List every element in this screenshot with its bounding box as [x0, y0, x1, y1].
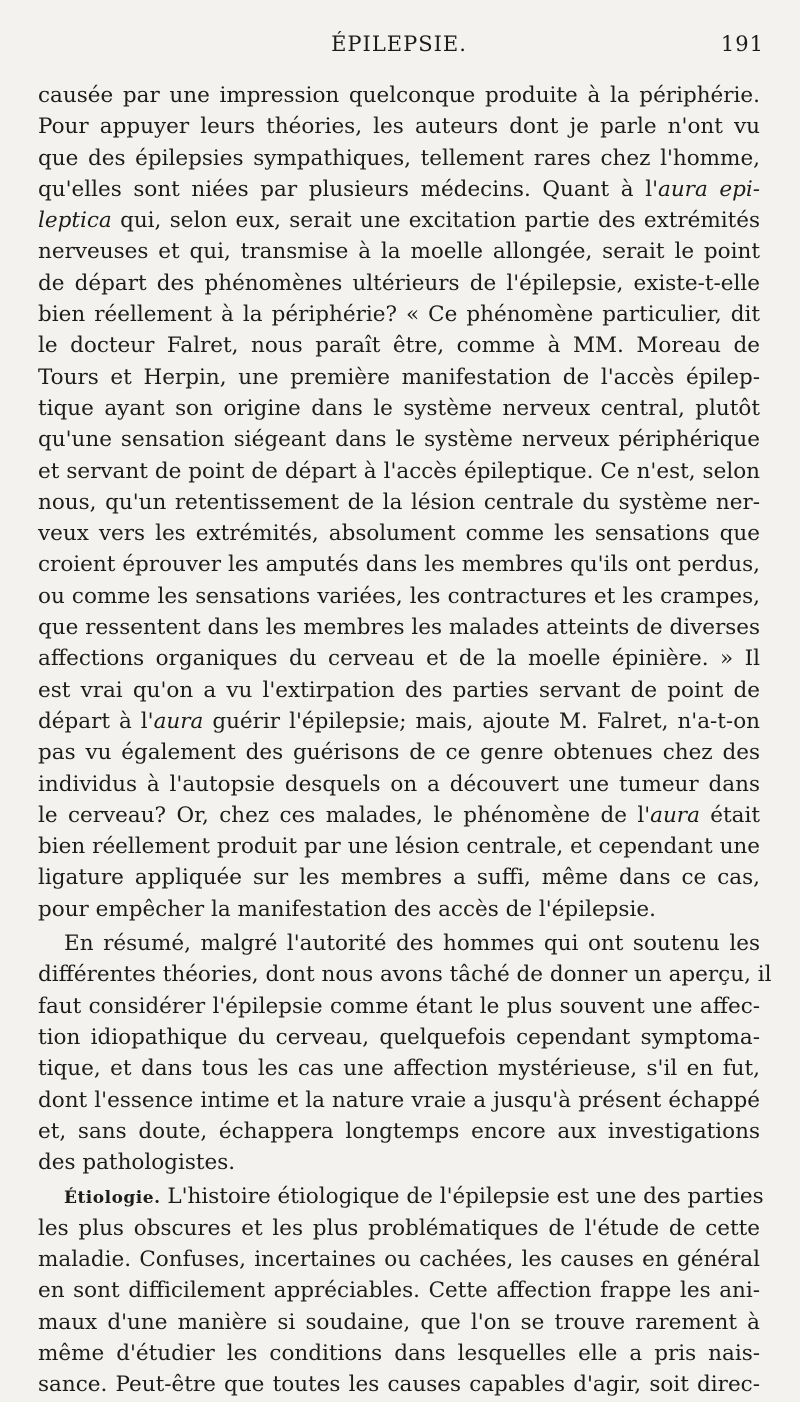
text-line: affections organiques du cerveau et de la moelle épinière. » Il	[38, 646, 760, 672]
text-line: tique, et dans tous les cas une affection mystérieuse, s'il en fut,	[38, 1056, 760, 1082]
text-line: veux vers les extrémités, absolument comme les sensations que	[38, 521, 760, 547]
text-line: maux d'une manière si soudaine, que l'on se trouve rarement à	[38, 1309, 760, 1335]
text-line	[38, 205, 760, 236]
text-line: nerveuses et qui, transmise à la moelle allongée, serait le point	[38, 239, 760, 265]
text-line: croient éprouver les amputés dans les membres qu'ils ont perdus,	[38, 552, 760, 578]
text-line: les plus obscures et les plus problématiques de l'étude de cette	[38, 1215, 760, 1241]
italic-term: aura	[153, 708, 204, 734]
text-line: est vrai qu'on a vu l'extirpation des parties servant de point de	[38, 677, 760, 703]
text-line: En résumé, malgré l'autorité des hommes qui ont soutenu les	[64, 931, 760, 957]
text-line: causée par une impression quelconque produite à la périphérie.	[38, 83, 760, 108]
text-line: nous, qu'un retentissement de la lésion centrale du système ner-	[38, 489, 760, 515]
text-line: le docteur Falret, nous paraît être, comme à MM. Moreau de	[38, 333, 760, 359]
text-line: ligature appliquée sur les membres a suffi, même dans ce cas,	[38, 865, 760, 891]
text-line	[38, 800, 760, 831]
text-fragment: qui, selon eux, serait une excitation partie des extrémités	[111, 208, 760, 234]
text-line: faut considérer l'épilepsie comme étant le plus souvent une affec-	[38, 993, 760, 1019]
text-line: même d'étudier les conditions dans lesquelles elle a pris nais-	[38, 1340, 760, 1366]
body-text	[38, 80, 772, 1400]
text-line: ou comme les sensations variées, les contractures et les crampes,	[38, 583, 760, 609]
text-line: tion idiopathique du cerveau, quelquefois cependant symptoma-	[38, 1024, 760, 1050]
text-line: que ressentent dans les membres les malades atteints de diverses	[38, 615, 761, 641]
text-line: en sont difficilement appréciables. Cette affection frappe les ani-	[38, 1278, 760, 1304]
text-line: bien réellement produit par une lésion centrale, et cependant une	[38, 834, 760, 860]
text-line: individus à l'autopsie desquels on a découvert une tumeur dans	[38, 771, 760, 797]
text-fragment: départ à l'	[38, 708, 154, 734]
text-line: sance. Peut-être que toutes les causes capables d'agir, soit direc-	[38, 1372, 760, 1398]
text-line: de départ des phénomènes ultérieurs de l'épilepsie, existe-t-elle	[38, 270, 760, 296]
running-title: ÉPILEPSIE.	[331, 32, 467, 56]
text-fragment: qu'elles sont niées par plusieurs médecins. Quant à l'	[38, 176, 658, 202]
text-line: tique ayant son origine dans le système nerveux central, plutôt	[38, 395, 760, 421]
italic-term: leptica	[38, 208, 112, 234]
text-line: et, sans doute, échappera longtemps encore aux investigations	[38, 1118, 760, 1144]
paragraph-1	[38, 80, 760, 925]
italic-term: aura epi-	[658, 176, 760, 202]
paragraph-3	[38, 1181, 764, 1400]
paragraph-2	[38, 928, 772, 1178]
text-fragment: L'histoire étiologique de l'épilepsie est une des parties	[160, 1184, 764, 1210]
text-line: des pathologistes.	[38, 1150, 236, 1176]
running-head	[38, 28, 764, 62]
section-heading: Étiologie.	[64, 1188, 161, 1209]
text-line	[38, 1181, 764, 1212]
text-line: Pour appuyer leurs théories, les auteurs dont je parle n'ont vu	[38, 114, 760, 140]
text-line: pas vu également des guérisons de ce genre obtenues chez des	[38, 740, 760, 766]
text-line: dont l'essence intime et la nature vraie a jusqu'à présent échappé	[38, 1087, 760, 1113]
italic-term: aura	[650, 802, 700, 828]
text-line: et servant de point de départ à l'accès épileptique. Ce n'est, selon	[38, 458, 760, 484]
text-fragment: le cerveau? Or, chez ces malades, le phénomène de l'	[38, 802, 651, 828]
text-fragment: guérir l'épilepsie; mais, ajoute M. Falret, n'a-t-on	[203, 708, 760, 734]
text-line: pour empêcher la manifestation des accès de l'épilepsie.	[38, 896, 656, 922]
page-number: 191	[720, 32, 764, 56]
text-line: Tours et Herpin, une première manifestation de l'accès épilep-	[38, 364, 760, 390]
text-line: maladie. Confuses, incertaines ou cachées, les causes en général	[38, 1246, 760, 1272]
text-fragment: était	[699, 802, 760, 828]
text-line	[38, 174, 760, 205]
text-line: bien réellement à la périphérie? « Ce phénomène particulier, dit	[38, 302, 760, 328]
text-line: qu'une sensation siégeant dans le système nerveux périphérique	[38, 427, 760, 453]
text-line: que des épilepsies sympathiques, tellement rares chez l'homme,	[38, 145, 760, 171]
text-line	[38, 706, 760, 737]
text-line: différentes théories, dont nous avons tâché de donner un aperçu, il	[38, 962, 772, 988]
